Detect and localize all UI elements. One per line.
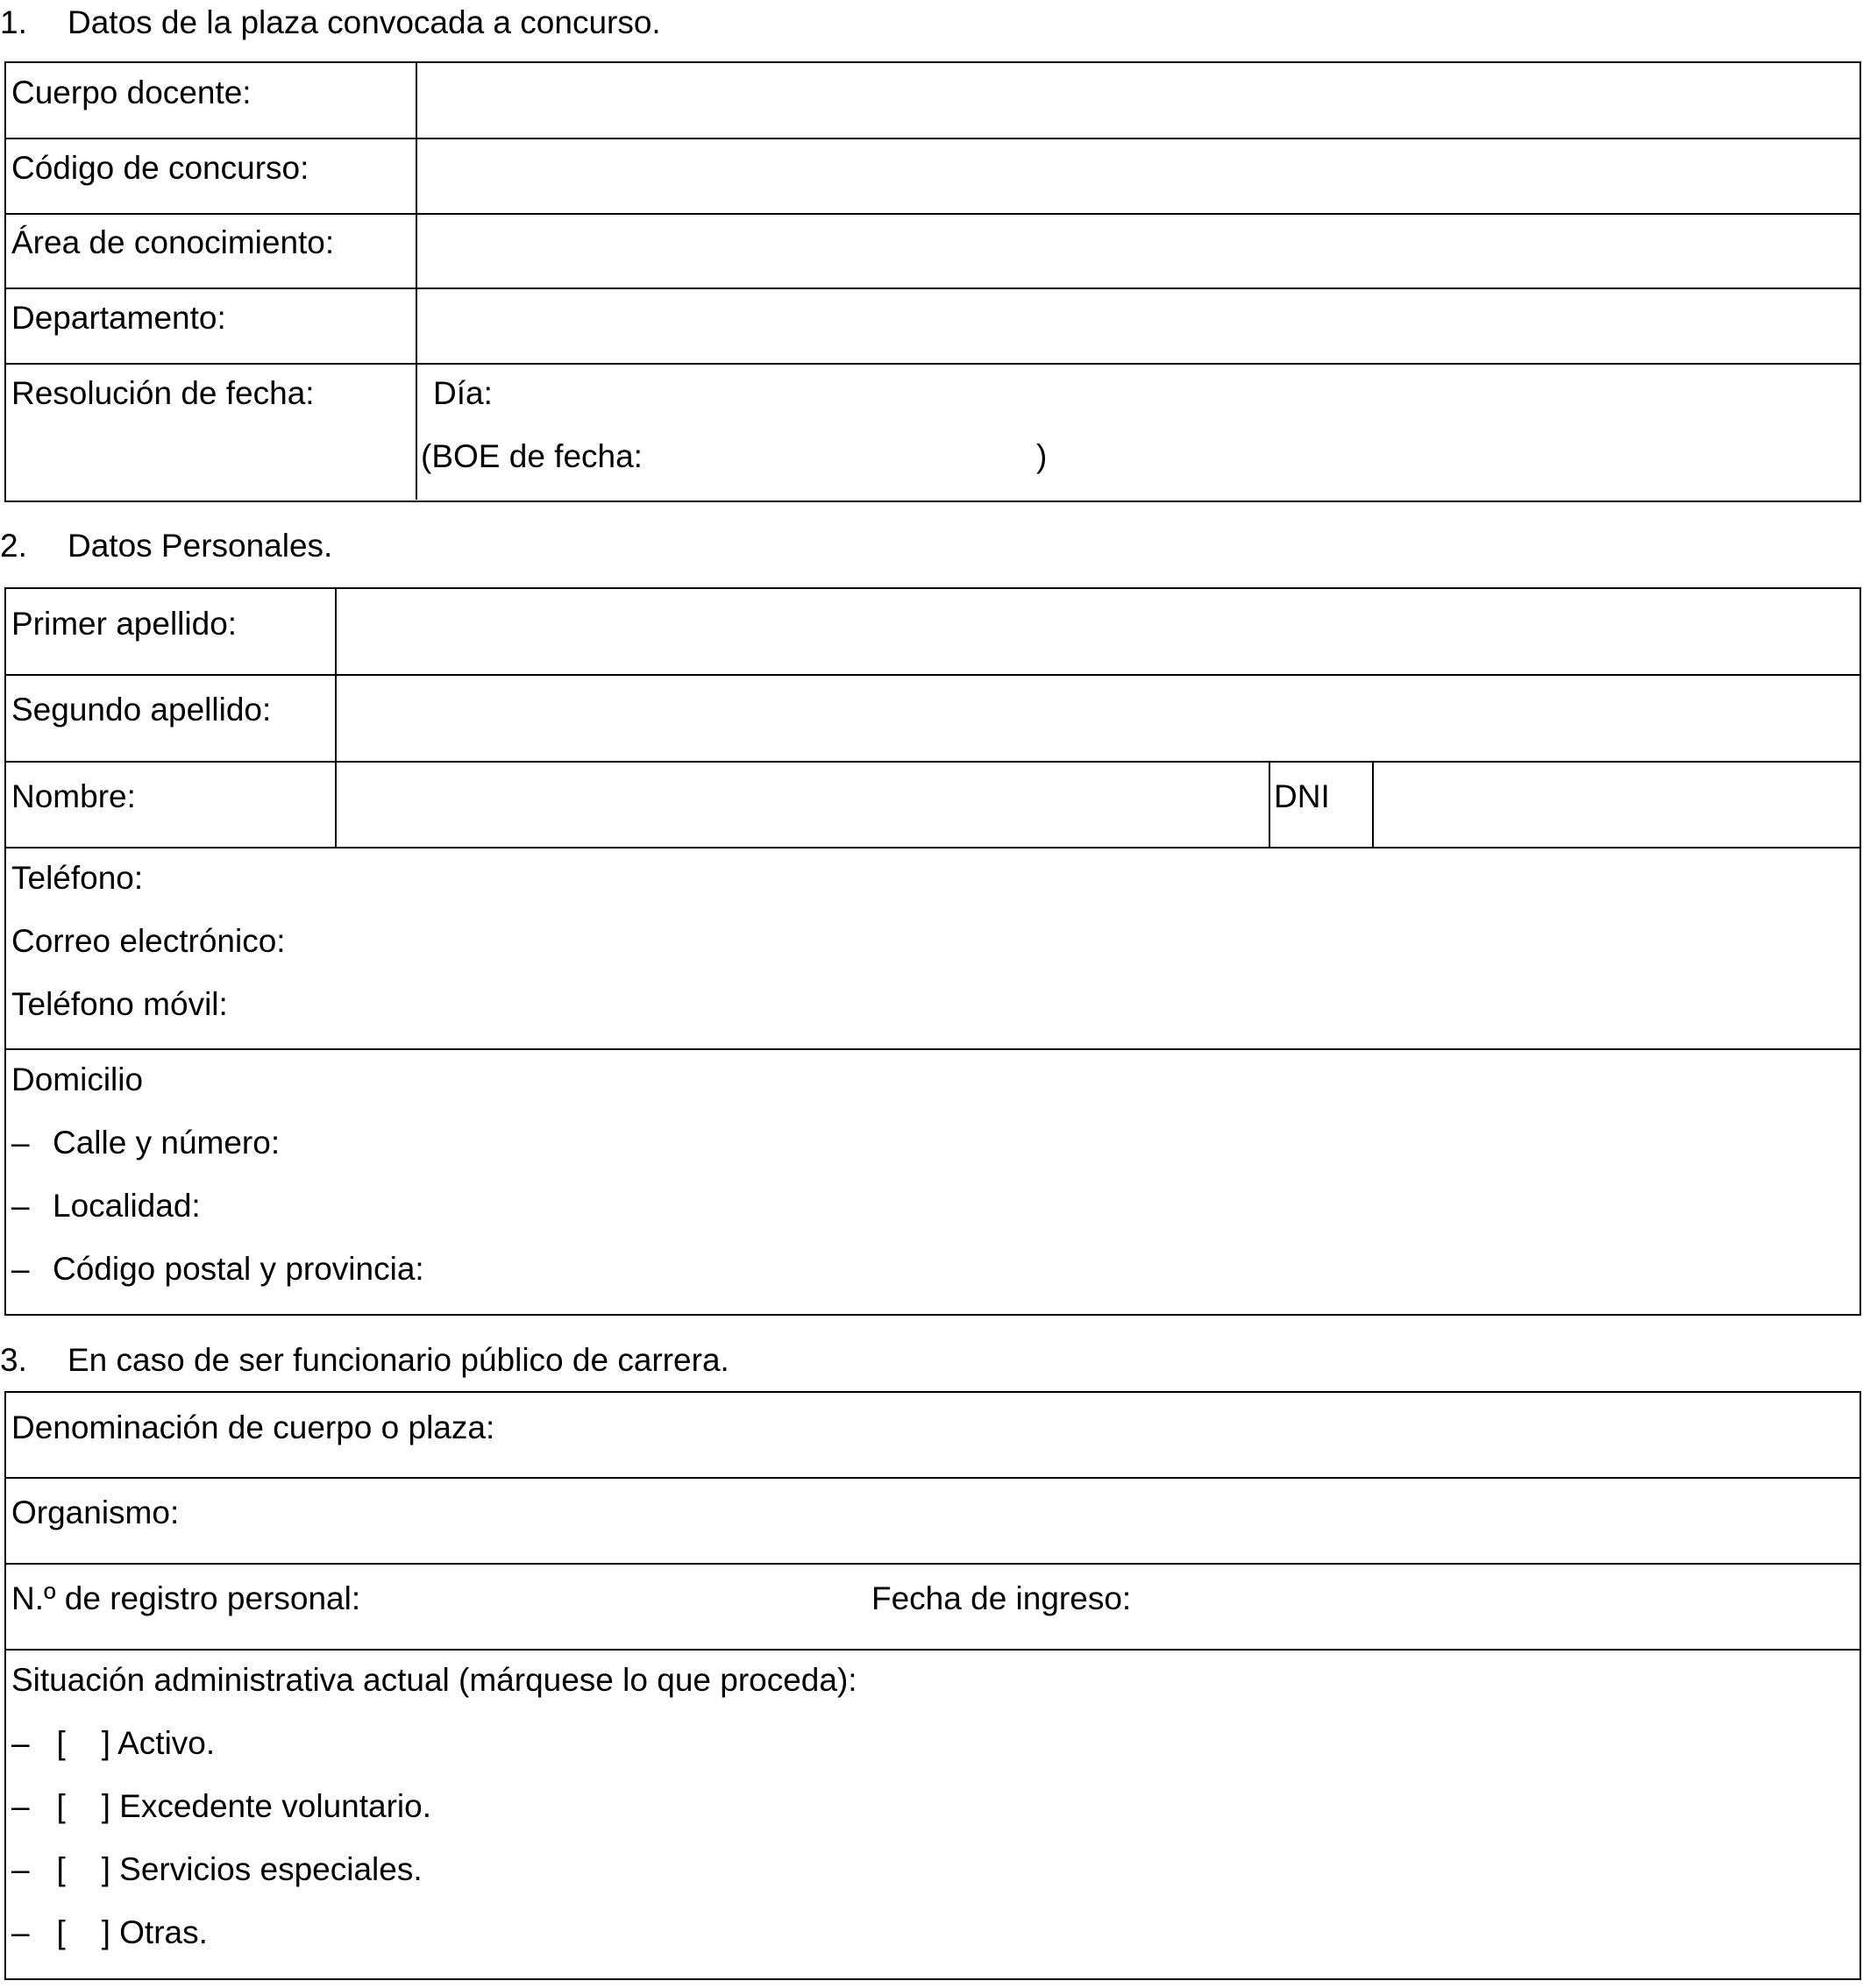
codigo-concurso-field[interactable]: [419, 140, 1858, 210]
option-otras[interactable]: – [ ] Otras.: [11, 1914, 208, 1950]
boe-fecha-close: ): [1036, 438, 1048, 474]
area-conocimiento-field[interactable]: [419, 216, 1858, 286]
option-otras-label: Otras.: [119, 1914, 208, 1950]
option-dash: –: [11, 1851, 30, 1887]
postal-label: Código postal y provincia:: [53, 1251, 424, 1287]
fecha-ingreso-label: Fecha de ingreso:: [871, 1580, 1132, 1616]
primer-apellido-field[interactable]: [339, 591, 1858, 671]
dni-label: DNI: [1274, 778, 1330, 814]
checkbox-excedente[interactable]: [: [56, 1788, 66, 1824]
checkbox-activo[interactable]: [: [56, 1725, 66, 1761]
localidad-dash: –: [11, 1188, 30, 1224]
option-servicios[interactable]: – [ ] Servicios especiales.: [11, 1851, 423, 1887]
boe-fecha-label: (BOE de fecha:: [421, 438, 643, 474]
boe-fecha-field[interactable]: [672, 431, 1032, 475]
checkbox-servicios[interactable]: [: [56, 1851, 66, 1887]
localidad-label: Localidad:: [53, 1188, 201, 1224]
checkbox-otras[interactable]: [: [56, 1914, 66, 1950]
section-1-heading: [0, 4, 661, 41]
departamento-label: Departamento:: [11, 300, 226, 336]
segundo-apellido-field[interactable]: [339, 677, 1858, 758]
section-3-table: [4, 1391, 1861, 1980]
section-2-number: 2.: [0, 528, 27, 564]
movil-label: Teléfono móvil:: [11, 986, 228, 1022]
section-1-table: [4, 61, 1861, 502]
area-conocimiento-label: Área de conocimiento:: [11, 224, 335, 260]
section-2-heading: [0, 528, 332, 564]
option-dash: –: [11, 1788, 30, 1824]
domicilio-label: Domicilio: [11, 1061, 144, 1097]
option-dash: –: [11, 1914, 30, 1950]
nombre-field[interactable]: [339, 763, 1266, 845]
resolucion-fecha-label: Resolución de fecha:: [11, 375, 315, 411]
departamento-field[interactable]: [419, 290, 1858, 360]
calle-dash: –: [11, 1125, 30, 1161]
option-dash: –: [11, 1725, 30, 1761]
organismo-label: Organismo:: [11, 1495, 180, 1530]
nombre-label: Nombre:: [11, 778, 136, 814]
denominacion-label: Denominación de cuerpo o plaza:: [11, 1409, 495, 1445]
codigo-concurso-label: Código de concurso:: [11, 150, 309, 186]
section-1-title: Datos de la plaza convocada a concurso.: [68, 4, 661, 40]
section-2-title: Datos Personales.: [68, 528, 333, 564]
dia-field[interactable]: [497, 368, 1198, 412]
dia-label: Día:: [433, 375, 493, 411]
segundo-apellido-label: Segundo apellido:: [11, 692, 272, 728]
telefono-label: Teléfono:: [11, 860, 144, 896]
calle-label: Calle y número:: [53, 1125, 281, 1161]
cuerpo-docente-label: Cuerpo docente:: [11, 75, 252, 110]
option-excedente-label: Excedente voluntario.: [119, 1788, 431, 1824]
registro-label: N.º de registro personal:: [11, 1580, 361, 1616]
section-3-number: 3.: [0, 1342, 27, 1378]
section-3-title: En caso de ser funcionario público de carrera.: [68, 1342, 729, 1378]
section-2-table: [4, 587, 1861, 1316]
correo-label: Correo electrónico:: [11, 923, 286, 959]
section-1-number: 1.: [0, 4, 27, 40]
section-3-heading: [0, 1342, 729, 1379]
cuerpo-docente-field[interactable]: [419, 65, 1858, 135]
option-excedente[interactable]: – [ ] Excedente voluntario.: [11, 1788, 431, 1824]
option-activo-label: Activo.: [117, 1725, 216, 1761]
option-servicios-label: Servicios especiales.: [119, 1851, 423, 1887]
option-activo[interactable]: – [ ] Activo.: [11, 1725, 216, 1761]
dni-field[interactable]: [1376, 763, 1858, 845]
primer-apellido-label: Primer apellido:: [11, 606, 238, 642]
postal-dash: –: [11, 1251, 30, 1287]
situacion-label: Situación administrativa actual (márquese lo que proceda):: [11, 1662, 857, 1698]
